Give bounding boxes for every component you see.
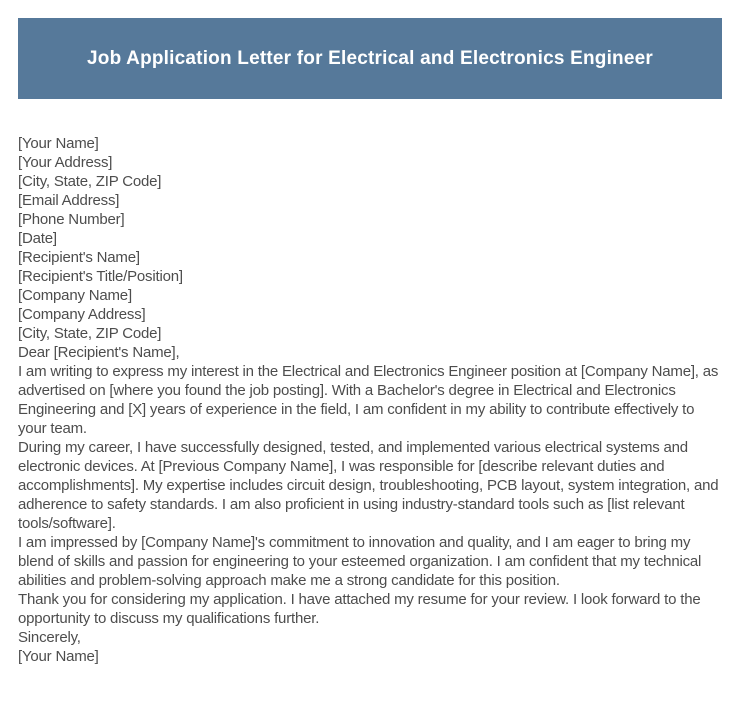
paragraph-experience: During my career, I have successfully designed, tested, and implemented various electrical systems and electronic devices. At [Previous Company Name], I was responsible for [describe relevant duties and accomplishments]. My expertise includes circuit design, troubleshooting, PCB layout, system integration, and adherence to safety standards. I am also proficient in using industry-standard tools such as [list relevant tools/software]. (18, 439, 719, 532)
paragraph-intro: I am writing to express my interest in the Electrical and Electronics Engineer position at [Company Name], as advertised on [where you found the job posting]. With a Bachelor's degree in Electrical and Electronics Engineering and [X] years of experience in the field, I am confident in my ability to contribute effectively to your team. (18, 363, 719, 437)
company-address-line: [Company Address] (18, 306, 146, 323)
company-city-line: [City, State, ZIP Code] (18, 325, 162, 342)
signature: [Your Name] (18, 648, 99, 665)
recipient-name-line: [Recipient's Name] (18, 249, 140, 266)
closing: Sincerely, (18, 629, 81, 646)
salutation: Dear [Recipient's Name], (18, 344, 180, 361)
sender-city-line: [City, State, ZIP Code] (18, 173, 162, 190)
recipient-title-line: [Recipient's Title/Position] (18, 268, 183, 285)
sender-name-line: [Your Name] (18, 135, 99, 152)
sender-email-line: [Email Address] (18, 192, 120, 209)
date-line: [Date] (18, 230, 57, 247)
sender-phone-line: [Phone Number] (18, 211, 125, 228)
letter-body (18, 134, 722, 666)
sender-address-line: [Your Address] (18, 154, 113, 171)
paragraph-thanks: Thank you for considering my application. I have attached my resume for your review. I look forward to the opportunity to discuss my qualifications further. (18, 591, 701, 627)
page-title: Job Application Letter for Electrical and Electronics Engineer (87, 47, 653, 69)
paragraph-motivation: I am impressed by [Company Name]'s commitment to innovation and quality, and I am eager to bring my blend of skills and passion for engineering to your esteemed organization. I am confident that my technical abilities and problem-solving approach make me a strong candidate for this position. (18, 534, 702, 589)
document-title-banner (18, 18, 722, 99)
company-name-line: [Company Name] (18, 287, 132, 304)
